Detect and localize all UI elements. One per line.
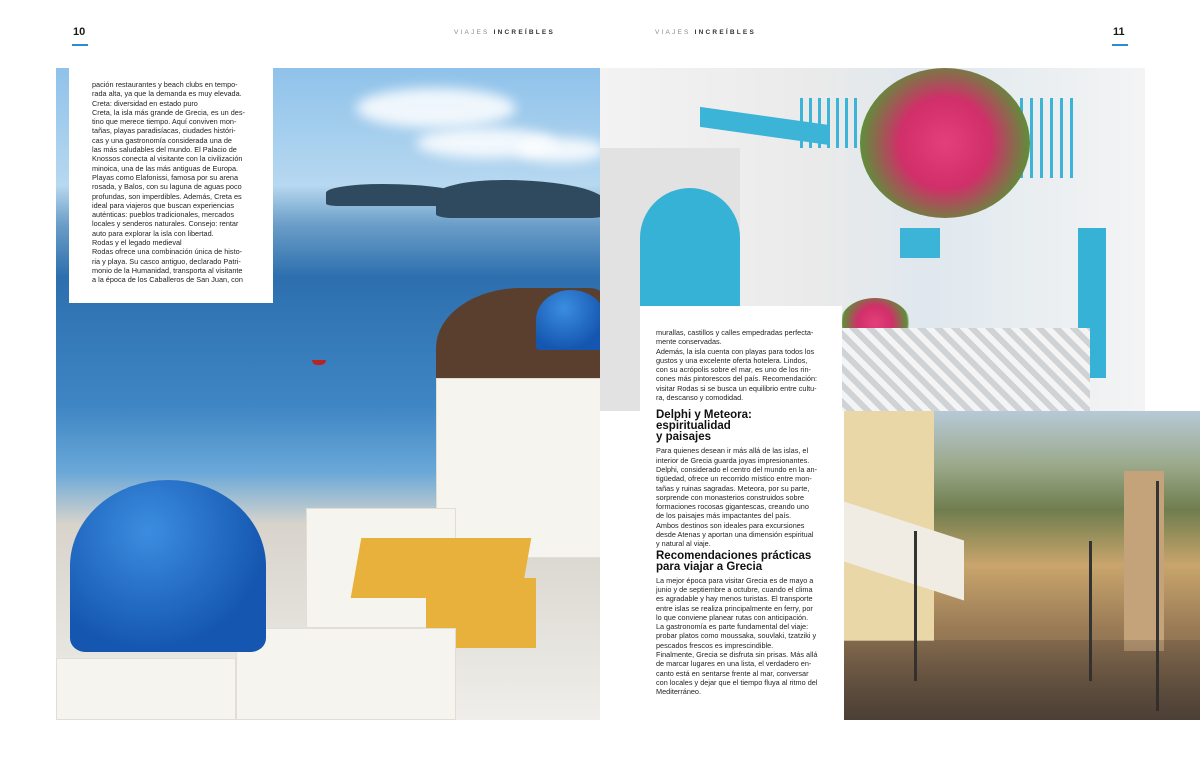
text-line: pación restaurantes y beach clubs en tempo- xyxy=(92,80,238,89)
running-head-right xyxy=(655,29,756,36)
text-line: Ambos destinos son ideales para excursiones xyxy=(656,520,805,530)
heading-line: Recomendaciones prácticas xyxy=(656,549,812,562)
text-line: pescados frescos es imprescindible. xyxy=(656,640,774,650)
text-line: Creta, la isla más grande de Grecia, es un des- xyxy=(92,107,245,117)
text-line: minoica, una de las más antiguas de Europa. xyxy=(92,163,239,173)
text-line: La mejor época para visitar Grecia es de mayo a xyxy=(656,575,814,585)
text-line: profundas, son imperdibles. Además, Creta es xyxy=(92,191,242,201)
right-text-box xyxy=(640,306,842,720)
delphi-meteora-text xyxy=(656,446,826,548)
heading-line: para viajar a Grecia xyxy=(656,560,763,573)
text-line: Rodas ofrece una combinación única de histo- xyxy=(92,247,243,257)
text-line: visitar Rodas si se busca un equilibrio entre cultu- xyxy=(656,383,817,393)
page-number-right: 11 xyxy=(1113,26,1125,38)
text-line: tañas y ruinas sagradas. Meteora, por su parte, xyxy=(656,483,810,493)
page-number-underline-left xyxy=(72,44,88,46)
text-line: Finalmente, Grecia se disfruta sin prisas. Más allá xyxy=(656,650,818,660)
blue-dome-small xyxy=(536,290,600,350)
blue-dome-large xyxy=(70,480,266,652)
text-line: con su acrópolis sobre el mar, es uno de los rin- xyxy=(656,365,811,375)
text-line: junio y de septiembre a octubre, cuando el clima xyxy=(656,584,813,594)
text-line: Playas como Elafonissi, famosa por su arena xyxy=(92,172,239,182)
text-line: Además, la isla cuenta con playas para todos los xyxy=(656,346,815,356)
text-line: formaciones rocosas gigantescas, creando uno xyxy=(656,502,809,512)
running-head-bold: INCREÍBLES xyxy=(493,29,555,36)
recommendations-text xyxy=(656,576,826,697)
text-line: La gastronomía es parte fundamental del viaje: xyxy=(656,622,809,632)
text-line: las más saludables del mundo. El Palacio de xyxy=(92,145,237,155)
text-line: Creta: diversidad en estado puro xyxy=(92,98,198,108)
text-line: monio de la Humanidad, transporta al visitante xyxy=(92,265,243,275)
text-line: de marcar lugares en una lista, el verdadero en- xyxy=(656,659,812,669)
text-line: desde Atenas y aportan una dimensión espiritual xyxy=(656,530,814,540)
text-line: Delphi, considerado el centro del mundo en la an- xyxy=(656,464,818,474)
rhodes-old-town-photo xyxy=(844,411,1200,720)
text-line: tino que merece tiempo. Aquí conviven mon- xyxy=(92,117,237,127)
text-line: murallas, castillos y calles empedradas perfecta- xyxy=(656,328,814,337)
right-intro-text xyxy=(656,328,826,402)
text-line: y natural al viaje. xyxy=(656,539,711,549)
heading-line: Delphi y Meteora: espiritualidad xyxy=(656,409,752,433)
page-number-underline-right xyxy=(1112,44,1128,46)
text-line: con locales y dejar que el tiempo fluya al ritmo del xyxy=(656,677,818,687)
text-line: Mediterráneo. xyxy=(656,687,702,697)
text-line: Rodas y el legado medieval xyxy=(92,238,182,248)
text-line: Knossos conecta al visitante con la civilización xyxy=(92,154,243,164)
text-line: canto está en sentarse frente al mar, conversar xyxy=(656,668,809,678)
text-line: tañas, playas paradisíacas, ciudades históri- xyxy=(92,126,236,136)
text-line: probar platos como moussaka, souvlaki, tzatziki y xyxy=(656,631,817,641)
text-line: cones más pintorescos del país. Recomendación: xyxy=(656,374,818,384)
text-line: es agradable y hay menos turistas. El transporte xyxy=(656,594,813,604)
text-line: sorprende con monasterios construidos sobre xyxy=(656,492,805,502)
text-line: locales y senderos naturales. Consejo: rentar xyxy=(92,219,239,229)
text-line: auto para explorar la isla con libertad. xyxy=(92,228,214,238)
left-column-text xyxy=(92,80,252,285)
text-line: ra, descanso y comodidad. xyxy=(656,393,744,403)
running-head-light: VIAJES xyxy=(655,29,691,36)
running-head-bold: INCREÍBLES xyxy=(694,29,756,36)
text-line: rada alta, ya que la demanda es muy elevada. xyxy=(92,89,242,99)
running-head-left xyxy=(454,29,555,36)
text-line: auténticas: pueblos tradicionales, mercados xyxy=(92,210,234,220)
text-line: ria y playa. Su casco antiguo, declarado Patri- xyxy=(92,256,241,266)
section-heading-delphi-meteora xyxy=(656,410,826,443)
text-line: tigüedad, ofrece un recorrido místico entre mon- xyxy=(656,474,812,484)
running-head-light: VIAJES xyxy=(454,29,490,36)
text-line: de los paisajes más impactantes del país. xyxy=(656,511,792,521)
left-text-box xyxy=(69,68,273,303)
text-line: Para quienes desean ir más allá de las islas, el xyxy=(656,446,809,456)
text-line: interior de Grecia guarda joyas impresionantes. xyxy=(656,455,810,465)
text-line: gustos y una excelente oferta hotelera. Lindos, xyxy=(656,355,808,365)
section-heading-recommendations xyxy=(656,551,826,573)
text-line: a la época de los Caballeros de San Juan, con xyxy=(92,275,243,285)
text-line: lo que conviene planear rutas con anticipación. xyxy=(656,612,809,622)
text-line: rosada, y Balos, con su laguna de aguas poco xyxy=(92,182,242,192)
text-line: ideal para viajeros que buscan experiencias xyxy=(92,200,234,210)
text-line: cas y una gastronomía considerada una de xyxy=(92,135,232,145)
text-line: mente conservadas. xyxy=(656,337,722,347)
page-number-left: 10 xyxy=(73,26,86,38)
text-line: entre islas se realiza principalmente en ferry, por xyxy=(656,603,813,613)
heading-line: y paisajes xyxy=(656,431,711,444)
